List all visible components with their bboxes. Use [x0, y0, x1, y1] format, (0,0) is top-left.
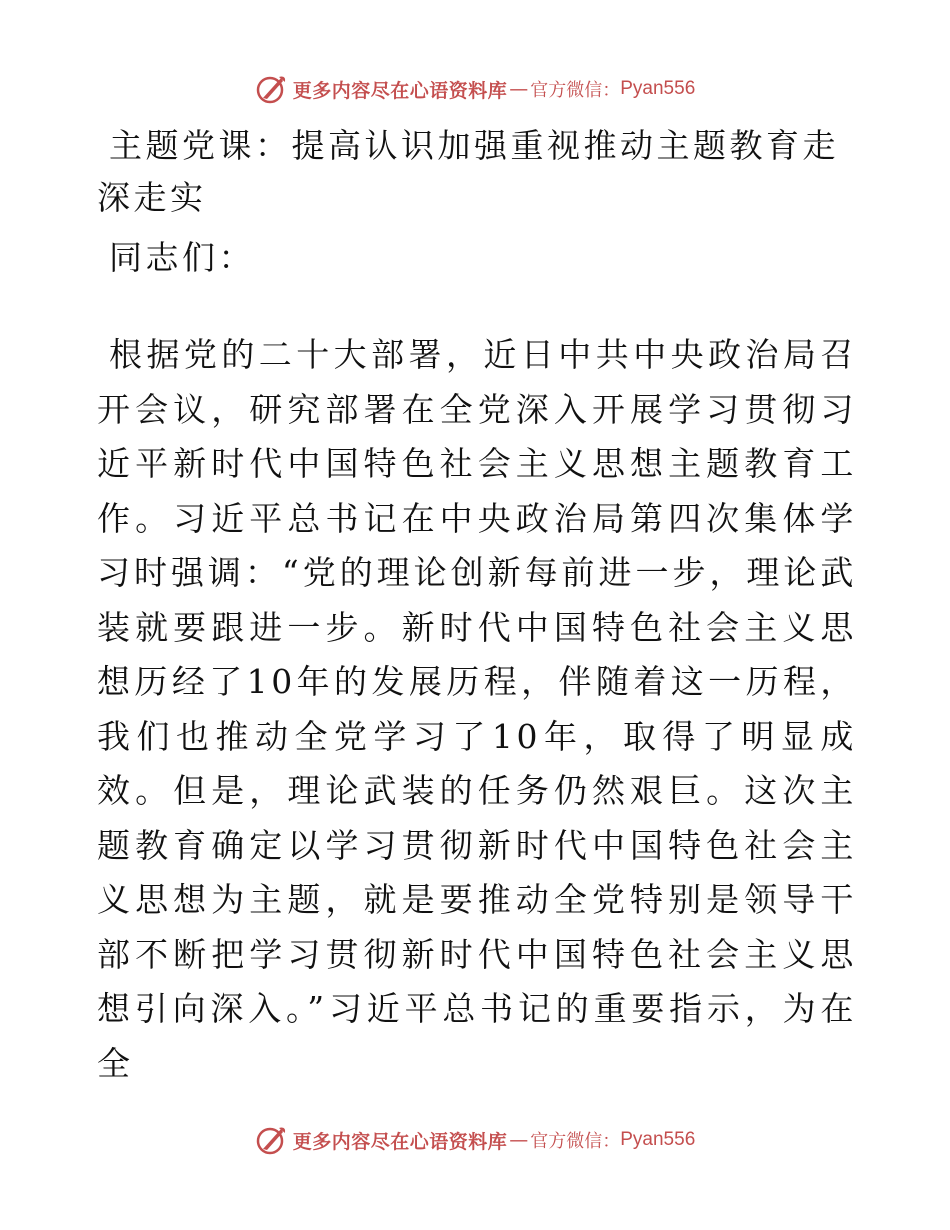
watermark-separator: — — [509, 78, 529, 100]
watermark-wechat-label: 官方微信： — [530, 80, 621, 101]
body-paragraph: 根据党的二十大部署，近日中共中央政治局召开会议，研究部署在全党深入开展学习贯彻习近平新时代中国特色社会主义思想主题教育工作。习近平总书记在中央政治局第四次集体学习时强调：“党的理论创新每前进一步，理论武装就要跟进一步。新时代中国特色社会主义思想历经了10年的发展历程，伴随着这一历程，我们也推动全党学习了10年，取得了明显成效。但是，理论武装的任务仍然艰巨。这次主题教育确定以学习贯彻新时代中国特色社会主义思想为主题，就是要推动全党特别是领导干部不断把学习贯彻新时代中国特色社会主义思想引向深入。”习近平总书记的重要指示，为在全 — [97, 335, 857, 1083]
watermark-wechat-id: Pyan556 — [620, 78, 696, 99]
watermark-wechat-label: 官方微信： — [530, 1131, 621, 1152]
footer-watermark — [0, 1123, 950, 1157]
quill-pen-circle-icon — [255, 72, 289, 106]
watermark-separator: — — [509, 1129, 529, 1151]
quill-pen-circle-icon — [255, 1123, 289, 1157]
watermark-wechat-id: Pyan556 — [620, 1129, 696, 1150]
watermark-brand: 更多内容尽在心语资料库 — [292, 1130, 508, 1153]
document-title: 主题党课：提高认识加强重视推动主题教育走深走实 — [97, 126, 839, 217]
watermark-brand: 更多内容尽在心语资料库 — [292, 79, 508, 102]
header-watermark — [0, 72, 950, 106]
greeting: 同志们： — [109, 238, 255, 277]
